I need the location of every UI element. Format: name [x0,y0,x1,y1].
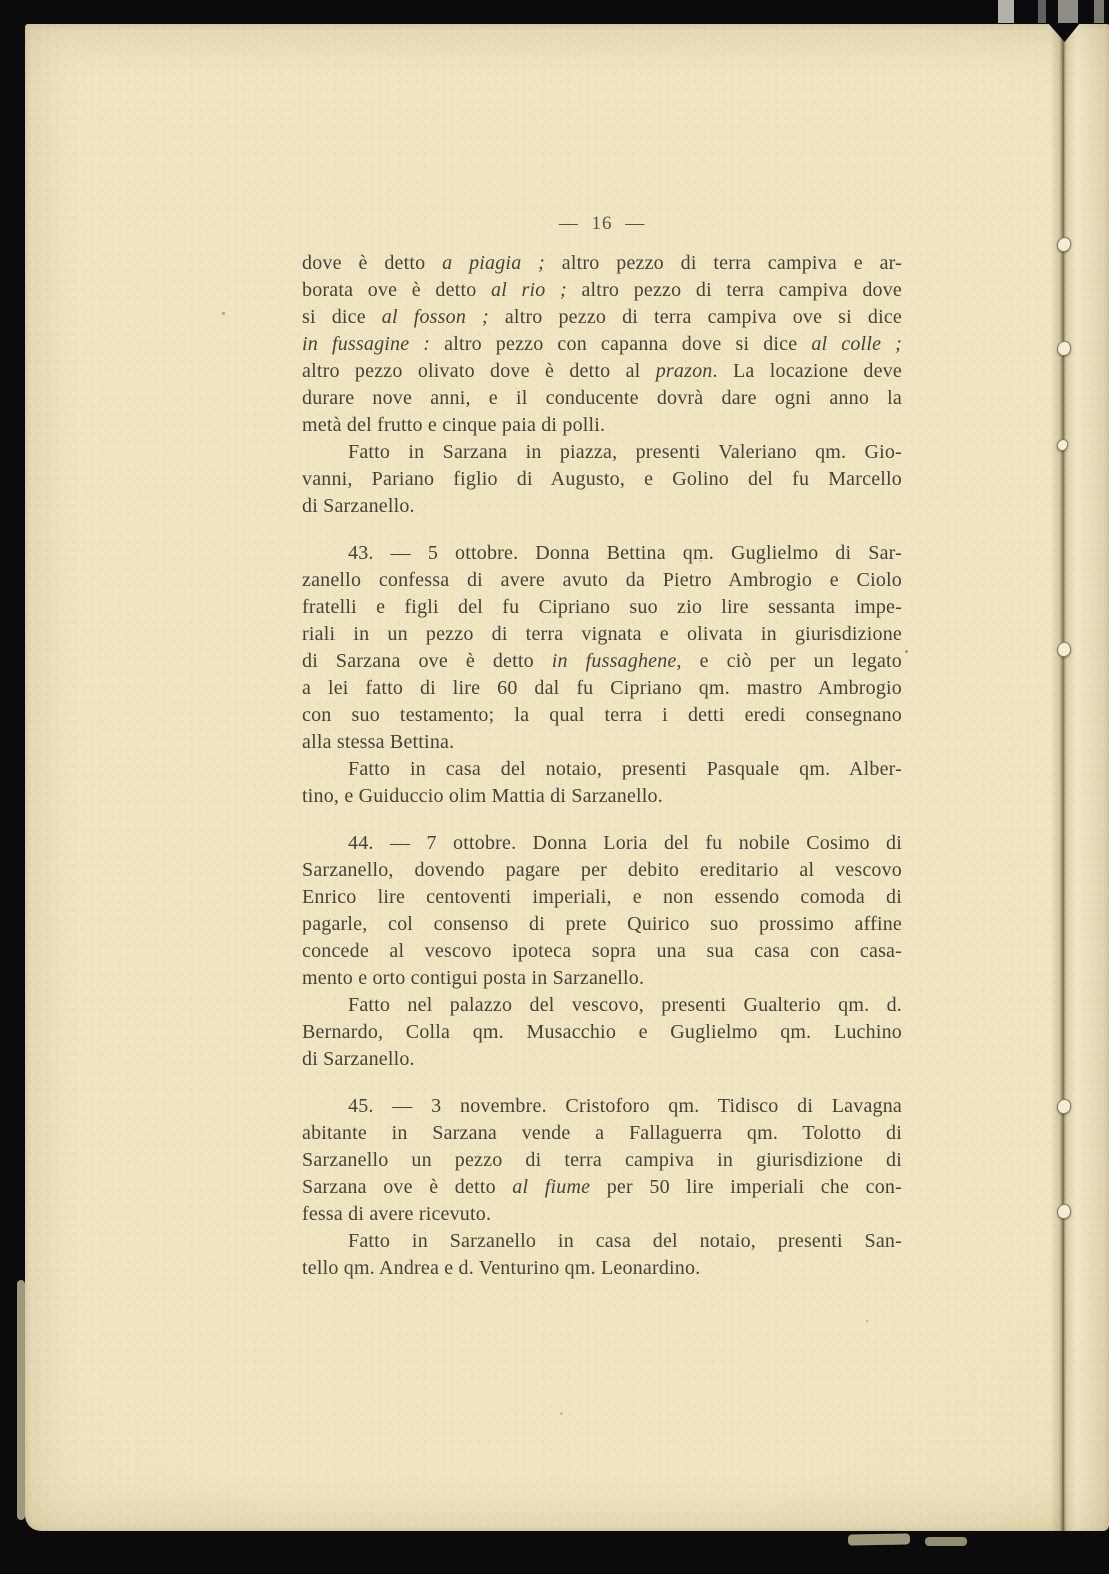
paper-speck [560,1412,563,1415]
text-line: 44. — 7 ottobre. Donna Loria del fu nobile Cosimo di [348,832,902,854]
stitch-thread-knot [1056,641,1072,658]
text-line: di Sarzanello. [302,1048,415,1070]
text-line: Bernardo, Colla qm. Musacchio e Guglielmo qm. Luchino [302,1021,902,1043]
text-line: riali in un pezzo di terra vignata e olivata in giurisdizione [302,623,902,645]
text-line: durare nove anni, e il conducente dovrà dare ogni anno la [302,387,902,409]
stitch-thread-knot [1056,340,1071,356]
text-line: Sarzana ove è detto al fiume per 50 lire imperiali che con- [302,1176,902,1198]
entry-paragraph [302,540,902,756]
stitch-thread-knot [1056,438,1070,452]
text-line: tino, e Guiduccio olim Mattia di Sarzanello. [302,785,663,807]
book-gutter [1050,24,1076,1531]
text-line: mento e orto contigui posta in Sarzanello. [302,967,645,989]
page-number: — 16 — [558,213,646,234]
text-line: 45. — 3 novembre. Cristoforo qm. Tidisco di Lavagna [348,1095,902,1117]
text-line: concede al vescovo ipoteca sopra una sua casa con casa- [302,940,902,962]
text-line: vanni, Pariano figlio di Augusto, e Golino del fu Marcello [302,468,902,490]
text-line: fratelli e figli del fu Cipriano suo zio lire sessanta impe- [302,596,902,618]
text-line: di Sarzanello. [302,495,415,517]
page-stack-edge [925,1537,967,1546]
text-line: a lei fatto di lire 60 dal fu Cipriano qm. mastro Ambrogio [302,677,902,699]
entry-paragraph [302,1093,902,1228]
book-page-spread [25,24,1109,1531]
text-line: Fatto in Sarzanello in casa del notaio, presenti San- [348,1230,902,1252]
text-line: Enrico lire centoventi imperiali, e non essendo comoda di [302,886,902,908]
paper-speck [866,1320,868,1322]
paragraph [302,439,902,520]
text-line: dove è detto a piagia ; altro pezzo di terra campiva e ar- [302,252,902,274]
paper-speck [905,650,908,653]
page-content [302,210,902,1282]
text-line: fessa di avere ricevuto. [302,1203,492,1225]
paper-speck [222,312,225,315]
calibration-stripe [1058,0,1078,23]
text-line: alla stessa Bettina. [302,731,455,753]
text-line: zanello confessa di avere avuto da Pietro Ambrogio e Ciolo [302,569,902,591]
text-line: Sarzanello un pezzo di terra campiva in giurisdizione di [302,1149,902,1171]
paragraph [302,992,902,1073]
stitch-thread-knot [1056,1203,1072,1220]
calibration-stripe [998,0,1014,23]
text-line: pagarle, col consenso di prete Quirico suo prossimo affine [302,913,902,935]
paragraph [302,756,902,810]
text-line: altro pezzo olivato dove è detto al prazon. La locazione deve [302,360,902,382]
text-line: di Sarzana ove è detto in fussaghene, e ciò per un legato [302,650,902,672]
calibration-stripe [1094,0,1104,23]
page-text-block [302,250,902,1282]
text-line: borata ove è detto al rio ; altro pezzo di terra campiva dove [302,279,902,301]
text-line: metà del frutto e cinque paia di polli. [302,414,606,436]
stitch-thread-knot [1056,1098,1071,1114]
text-line: si dice al fosson ; altro pezzo di terra campiva ove si dice [302,306,902,328]
text-line: Fatto in Sarzana in piazza, presenti Valeriano qm. Gio- [348,441,902,463]
page-stack-edge [17,1280,25,1520]
text-line: in fussagine : altro pezzo con capanna dove si dice al colle ; [302,333,902,355]
text-line: con suo testamento; la qual terra i detti eredi consegnano [302,704,902,726]
text-line: 43. — 5 ottobre. Donna Bettina qm. Guglielmo di Sar- [348,542,902,564]
entry-paragraph [302,830,902,992]
text-line: Sarzanello, dovendo pagare per debito ereditario al vescovo [302,859,902,881]
text-line: abitante in Sarzana vende a Fallaguerra qm. Tolotto di [302,1122,902,1144]
page-stack-edge [848,1533,910,1545]
paragraph [302,250,902,439]
paragraph [302,1228,902,1282]
text-line: Fatto nel palazzo del vescovo, presenti Gualterio qm. d. [348,994,902,1016]
text-line: tello qm. Andrea e d. Venturino qm. Leonardino. [302,1257,701,1279]
text-line: Fatto in casa del notaio, presenti Pasquale qm. Alber- [348,758,902,780]
calibration-stripe [1038,0,1046,23]
stitch-thread-knot [1056,236,1072,253]
